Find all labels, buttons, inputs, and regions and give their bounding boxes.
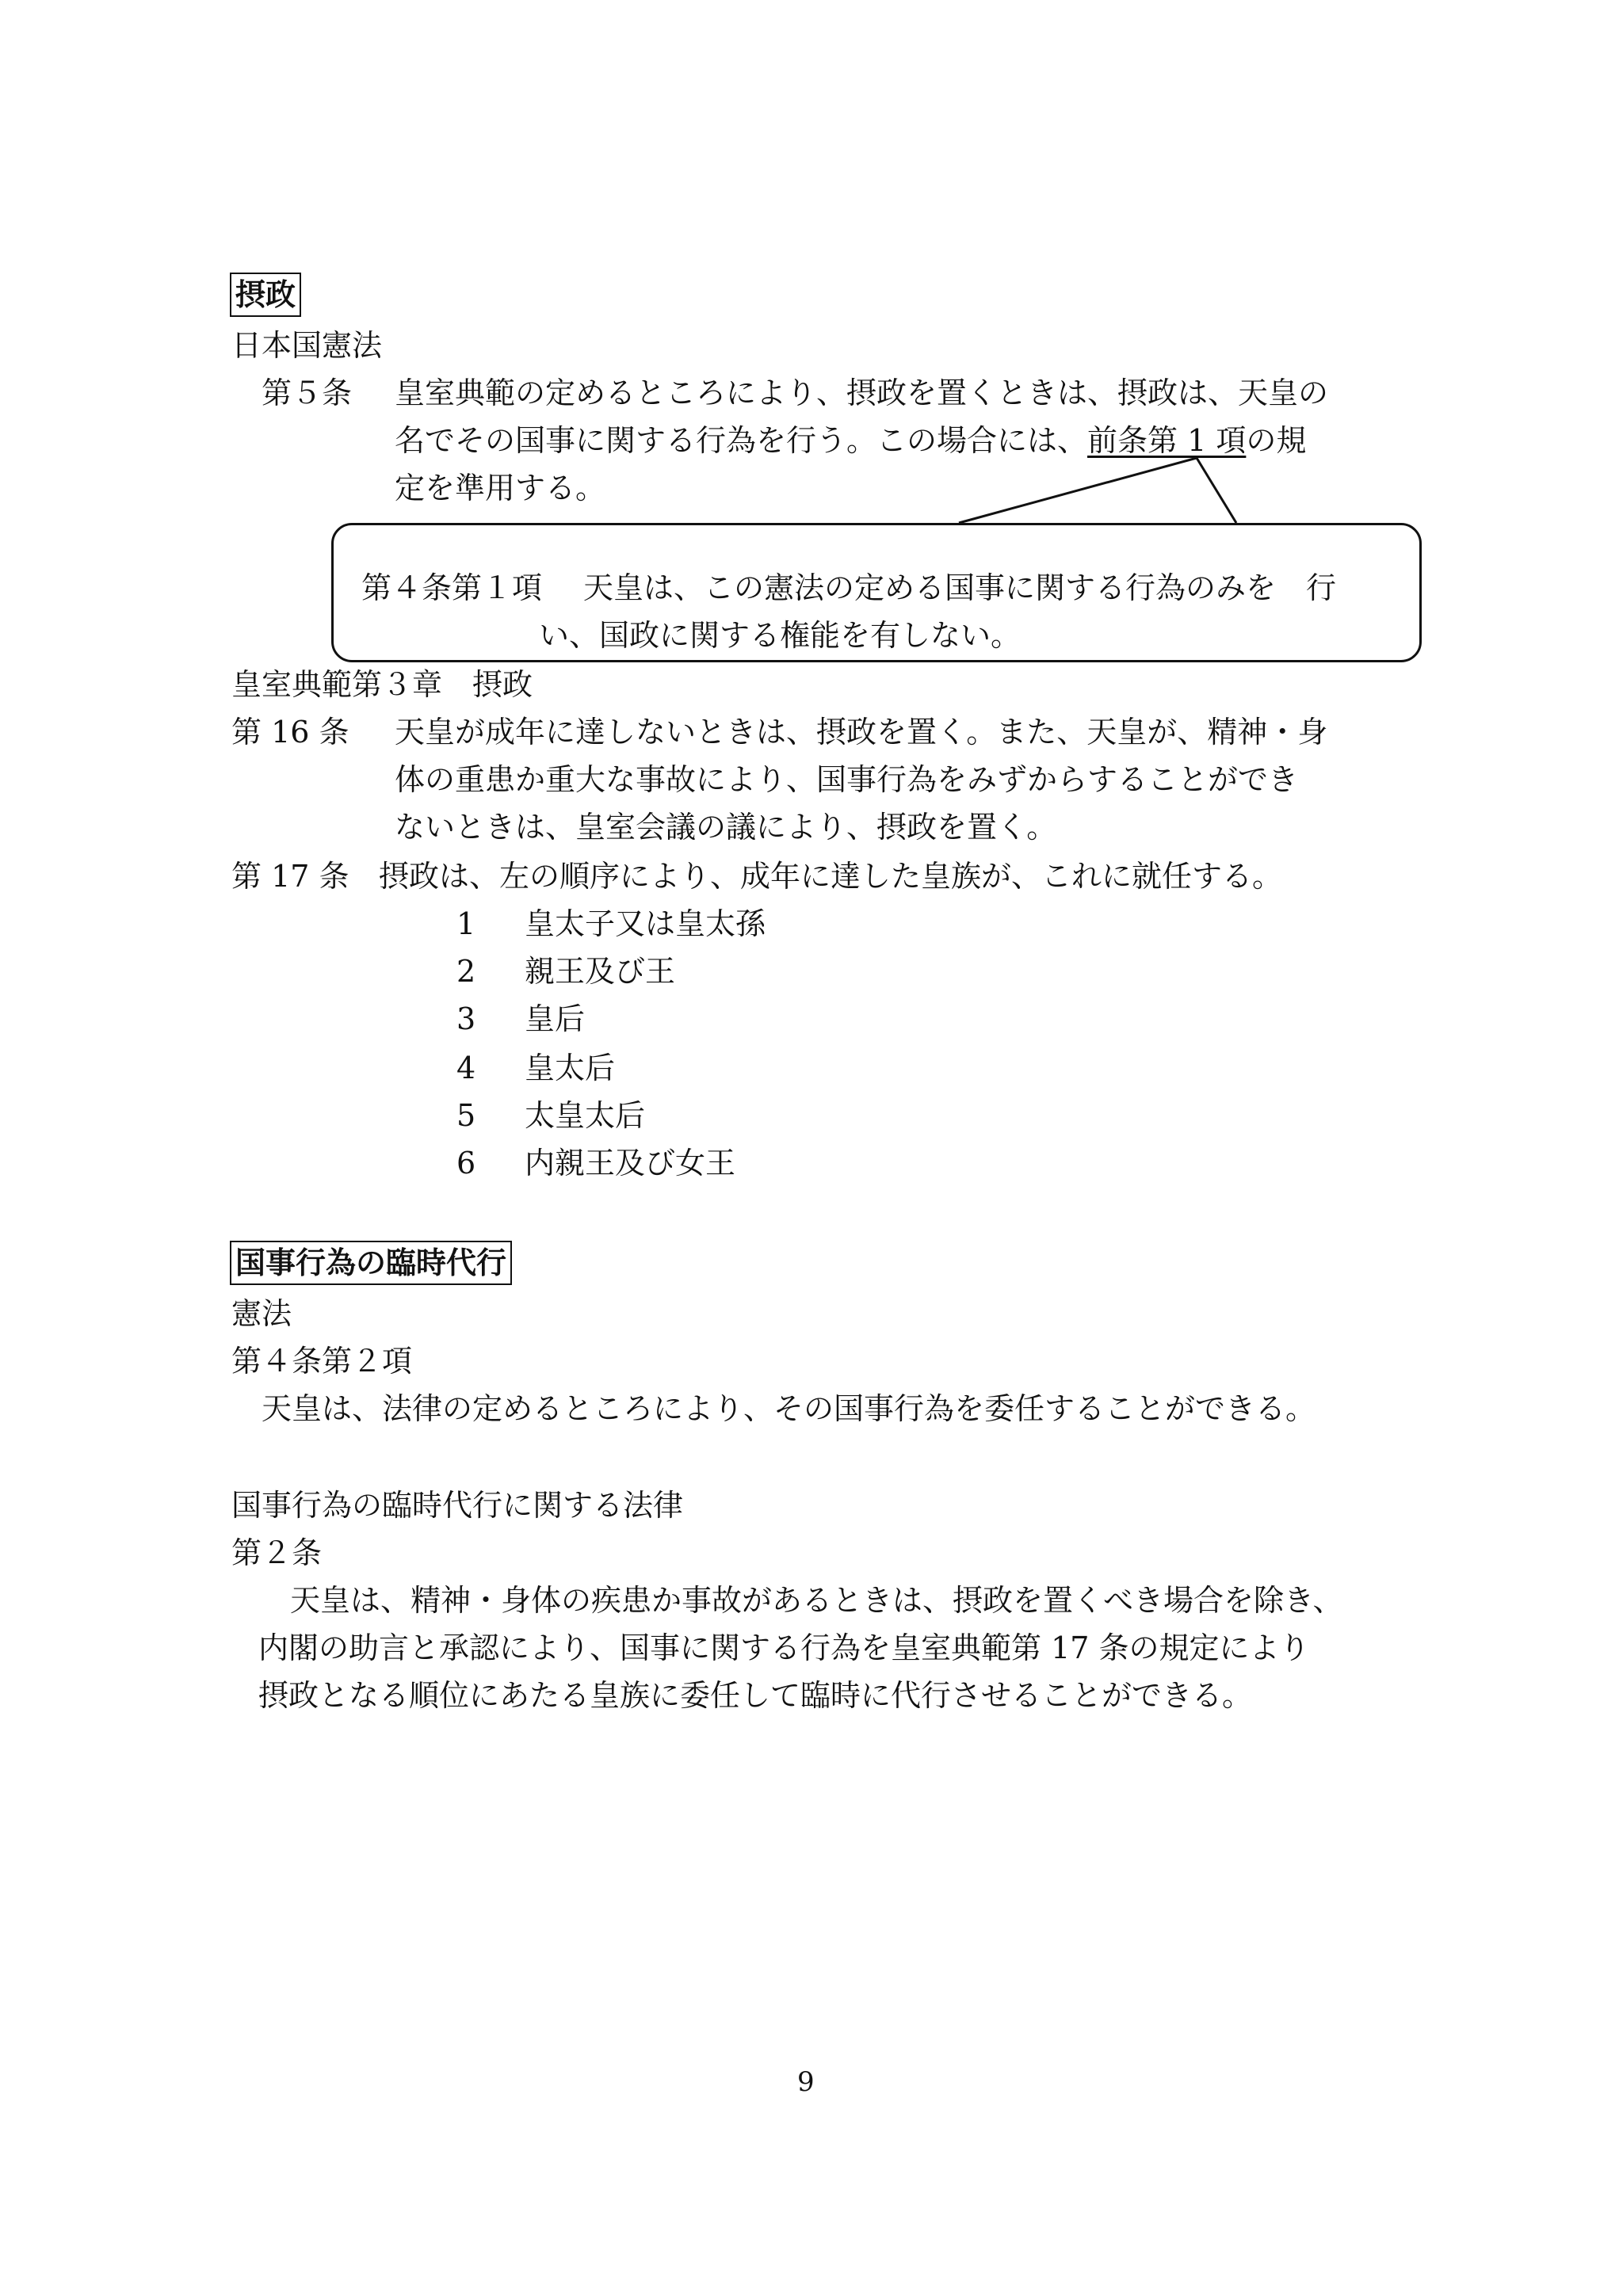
article-5-line-3: 定を準用する。 xyxy=(395,471,606,505)
order-number: 6 xyxy=(456,1146,476,1180)
source-constitution-short: 憲法 xyxy=(231,1296,292,1331)
section-heading-regency: 摂政 xyxy=(230,273,301,317)
article-5-reference-link[interactable]: 前条第 1 項 xyxy=(1087,423,1247,458)
article-17-text: 摂政は、左の順序により、成年に達した皇族が、これに就任する。 xyxy=(379,859,1283,894)
callout-label: 第４条第１項 xyxy=(361,570,543,605)
order-number: 2 xyxy=(456,954,476,989)
order-item: 皇太后 xyxy=(525,1051,616,1085)
order-item: 内親王及び女王 xyxy=(525,1146,736,1180)
order-number: 3 xyxy=(456,1001,476,1036)
article-5-line-2-text-b: の規 xyxy=(1246,423,1307,458)
order-item: 太皇太后 xyxy=(525,1098,646,1133)
article-16-label: 第 16 条 xyxy=(231,715,349,749)
source-imperial-house-law: 皇室典範第３章 摂政 xyxy=(231,667,533,702)
article-17-label: 第 17 条 xyxy=(231,859,349,894)
article-5-line-2 xyxy=(395,417,1306,464)
article-2-line-2: 内閣の助言と承認により、国事に関する行為を皇室典範第 17 条の規定により xyxy=(258,1630,1310,1665)
page-number: 9 xyxy=(797,2066,815,2098)
article-2-line-3: 摂政となる順位にあたる皇族に委任して臨時に代行させることができる。 xyxy=(258,1678,1253,1713)
article-4-2-label: 第４条第２項 xyxy=(231,1344,413,1379)
section-heading-delegation: 国事行為の臨時代行 xyxy=(230,1241,512,1285)
article-5-line-1: 皇室典範の定めるところにより、摂政を置くときは、摂政は、天皇の xyxy=(395,376,1329,410)
source-constitution: 日本国憲法 xyxy=(231,328,383,363)
callout-line-2: い、国政に関する権能を有しない。 xyxy=(539,618,1022,653)
order-item: 皇太子又は皇太孫 xyxy=(525,906,766,941)
callout-line-1: 天皇は、この憲法の定める国事に関する行為のみを 行 xyxy=(583,570,1337,605)
article-2-line-1: 天皇は、精神・身体の疾患か事故があるときは、摂政を置くべき場合を除き、 xyxy=(290,1583,1343,1618)
order-number: 1 xyxy=(456,906,476,941)
source-delegation-act: 国事行為の臨時代行に関する法律 xyxy=(231,1488,684,1523)
order-number: 5 xyxy=(456,1098,476,1133)
article-16-line-3: ないときは、皇室会議の議により、摂政を置く。 xyxy=(395,810,1057,845)
article-2-label: 第２条 xyxy=(231,1535,323,1570)
article-16-line-2: 体の重患か重大な事故により、国事行為をみずからすることができ xyxy=(395,762,1299,797)
order-number: 4 xyxy=(456,1051,476,1085)
article-16-line-1: 天皇が成年に達しないときは、摂政を置く。また、天皇が、精神・身 xyxy=(395,715,1328,749)
order-item: 親王及び王 xyxy=(525,954,676,989)
article-5-line-2-text-a: 名でその国事に関する行為を行う。この場合には、 xyxy=(395,423,1088,458)
article-5-label: 第５条 xyxy=(262,376,353,410)
article-4-2-text: 天皇は、法律の定めるところにより、その国事行為を委任することができる。 xyxy=(262,1391,1316,1426)
order-item: 皇后 xyxy=(525,1001,586,1036)
